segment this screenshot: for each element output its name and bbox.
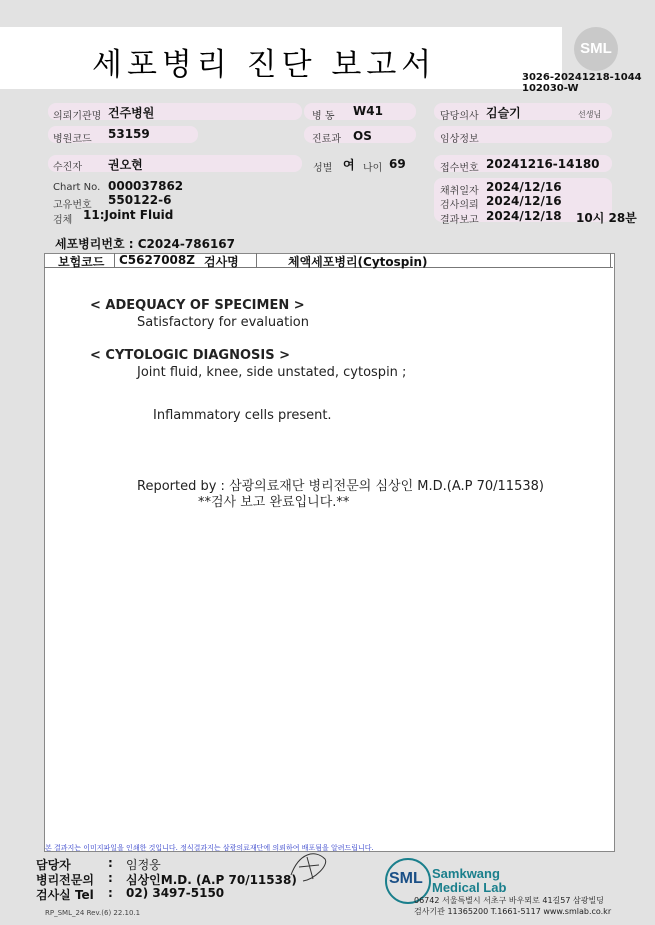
institution-label: 의뢰기관명 — [53, 111, 102, 122]
collect-label: 채취일자 — [440, 186, 479, 197]
patient-pill — [48, 155, 302, 172]
chart-label: Chart No. — [53, 182, 101, 193]
adequacy-heading: < ADEQUACY OF SPECIMEN > — [90, 298, 305, 313]
patient-value: 권오현 — [108, 158, 143, 172]
dept-label: 진료과 — [312, 134, 341, 145]
lab-logo: SML — [389, 870, 423, 887]
signature — [285, 845, 333, 887]
page-title: 세포병리 진단 보고서 — [92, 47, 437, 83]
hospital-code-value: 53159 — [108, 127, 150, 141]
result-label: 결과보고 — [440, 215, 479, 226]
chart-value: 000037862 — [108, 179, 184, 193]
sml-logo: SML — [574, 27, 618, 71]
tel-value: 02) 3497-5150 — [126, 886, 225, 900]
ward-label: 병 동 — [312, 111, 335, 122]
test-name-value: 체액세포병리(Cytospin) — [288, 255, 428, 269]
diagnosis-heading: < CYTOLOGIC DIAGNOSIS > — [90, 348, 291, 363]
form-code: RP_SML_24 Rev.(6) 22.10.1 — [45, 909, 141, 917]
receipt-value: 20241216-14180 — [486, 157, 600, 171]
colon: : — [108, 856, 113, 870]
finding-text: Inflammatory cells present. — [153, 408, 332, 423]
collect-value: 2024/12/16 — [486, 180, 562, 194]
manager-value: 임정웅 — [126, 858, 161, 872]
lab-registration: 검사기관 11365200 T.1661-5117 www.smlab.co.kr — [414, 907, 612, 916]
clinical-label: 임상정보 — [440, 134, 479, 145]
doctor-value: 김슬기 — [486, 106, 521, 120]
sex-label: 성별 — [313, 163, 333, 174]
doctor-label: 담당의사 — [440, 111, 479, 122]
specimen-value: 11:Joint Fluid — [83, 208, 174, 222]
request-label: 검사의뢰 — [440, 200, 479, 211]
receipt-label: 접수번호 — [440, 163, 479, 174]
institution-value: 건주병원 — [108, 106, 155, 120]
dept-value: OS — [353, 129, 372, 143]
manager-label: 담당자 — [36, 858, 71, 872]
lab-address: 06742 서울특별시 서초구 바우뫼로 41길57 삼광빌딩 — [414, 896, 604, 905]
colon: : — [108, 871, 113, 885]
pathologist-label: 병리전문의 — [36, 873, 94, 887]
hospital-code-label: 병원코드 — [53, 134, 92, 145]
result-time: 10시 28분 — [576, 211, 637, 225]
insurance-code-value: C5627008Z — [119, 253, 195, 267]
patient-label: 수진자 — [53, 162, 82, 173]
result-value: 2024/12/18 — [486, 209, 562, 223]
notice-text: 본 결과지는 이미지파일을 인쇄한 것입니다. 정식결과지는 삼광의료재단에 의뢰하여 배포됨을 알려드립니다. — [45, 844, 374, 852]
lab-name-1: Samkwang — [432, 866, 500, 881]
adequacy-text: Satisfactory for evaluation — [137, 315, 309, 330]
code-bar — [44, 253, 613, 268]
unique-value: 550122-6 — [108, 193, 172, 207]
colon: : — [108, 886, 113, 900]
sex-value: 여 — [343, 158, 355, 172]
doctor-suffix: 선생님 — [578, 110, 602, 119]
document-number: 3026-20241218-1044 102030-W — [522, 72, 642, 94]
reported-by: Reported by : 삼광의료재단 병리전문의 심상인 M.D.(A.P 70/11538) — [137, 479, 544, 494]
specimen-label: 검체 — [53, 215, 73, 226]
insurance-code-label: 보험코드 — [58, 255, 105, 269]
test-name-label: 검사명 — [204, 255, 239, 269]
unique-label: 고유번호 — [53, 200, 92, 211]
diagnosis-text: Joint fluid, knee, side unstated, cytospin ; — [137, 365, 407, 380]
tel-label: 검사실 Tel — [36, 888, 94, 902]
age-value: 69 — [389, 157, 406, 171]
report-panel — [44, 253, 615, 852]
lab-name-2: Medical Lab — [432, 880, 507, 895]
age-label: 나이 — [363, 163, 383, 174]
report-complete: **검사 보고 완료입니다.** — [198, 495, 350, 510]
pathologist-value: 심상인M.D. (A.P 70/11538) — [126, 873, 297, 887]
cyto-number: 세포병리번호 : C2024-786167 — [55, 237, 235, 251]
request-value: 2024/12/16 — [486, 194, 562, 208]
ward-value: W41 — [353, 104, 383, 118]
